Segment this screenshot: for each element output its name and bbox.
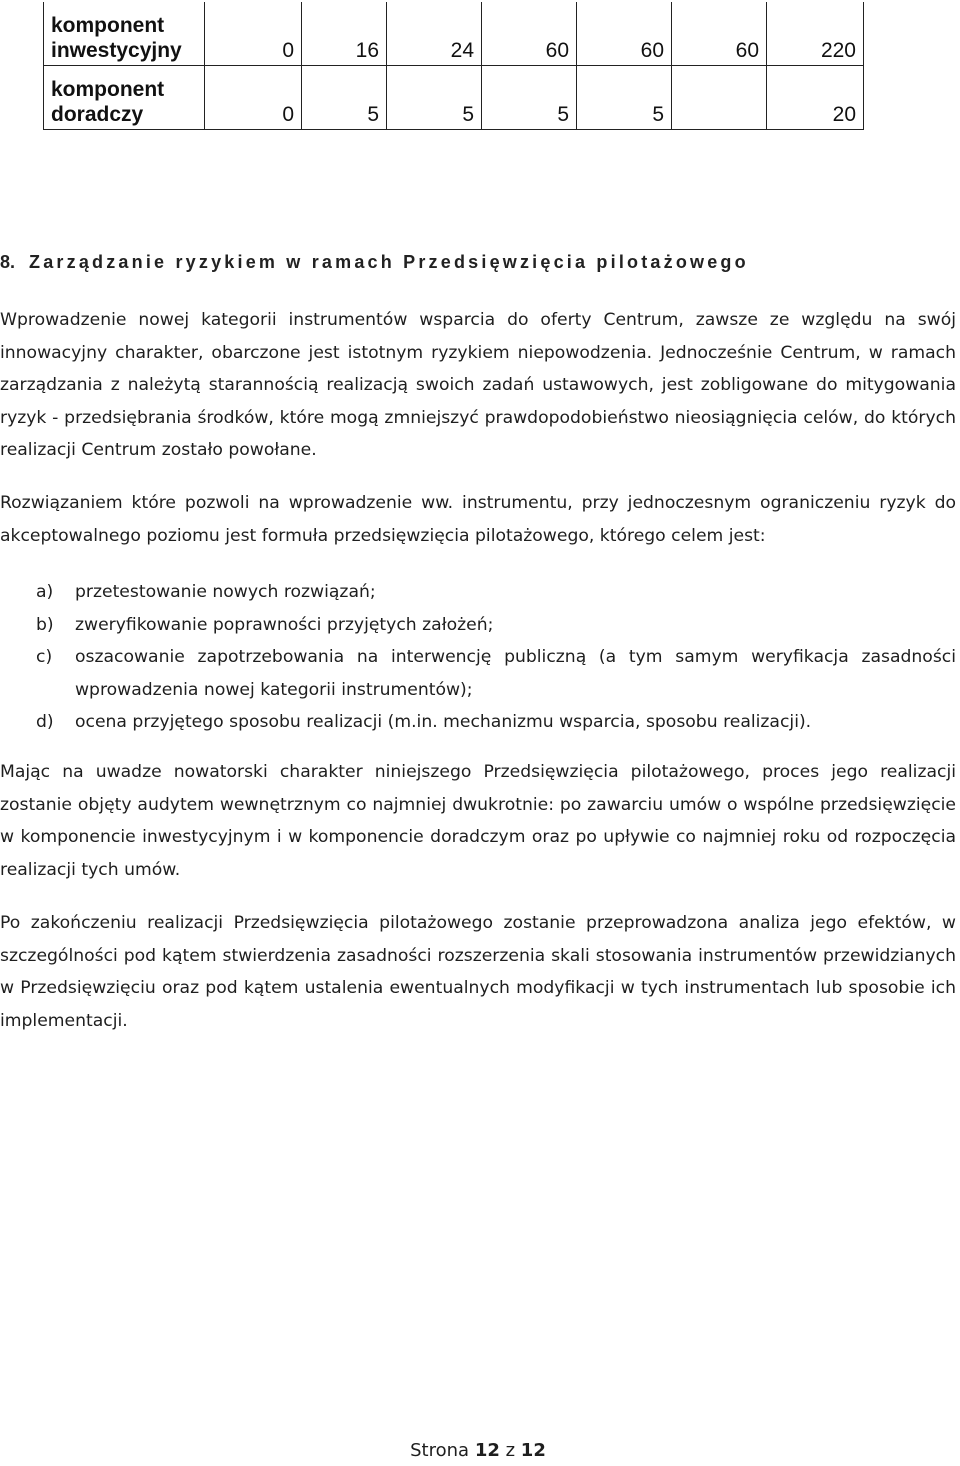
table-cell: 5	[577, 66, 672, 130]
row-label: komponent doradczy	[44, 66, 205, 130]
table-cell: 16	[302, 2, 387, 66]
table-cell: 5	[387, 66, 482, 130]
row-label: komponent inwestycyjny	[44, 2, 205, 66]
list-marker: d)	[36, 712, 54, 732]
table-cell: 0	[205, 2, 302, 66]
list-marker: a)	[36, 582, 54, 602]
table-cell: 60	[577, 2, 672, 66]
goals-list	[0, 576, 956, 739]
footer-prefix: Strona	[410, 1440, 470, 1461]
paragraph-analysis: Po zakończeniu realizacji Przedsięwzięcia pilotażowego zostanie przeprowadzona analiza jego efektów, w szczególności pod kątem stwierdzenia zasadności rozszerzenia skali stosowania instrumentów przewidzianych w Przedsięwzięciu oraz pod kątem ustalenia ewentualnych modyfikacji w tych instrumentach lub sposobie ich implementacji.	[0, 913, 956, 1031]
list-text: ocena przyjętego sposobu realizacji (m.in. mechanizmu wsparcia, sposobu realizacji).	[75, 712, 812, 732]
list-item	[0, 576, 956, 609]
page-footer	[0, 1440, 956, 1461]
paragraph-intro: Wprowadzenie nowej kategorii instrumentów wsparcia do oferty Centrum, zawsze ze względu na swój innowacyjny charakter, obarczone jest istotnym ryzykiem niepowodzenia. Jednocześnie Centrum, w ramach zarządzania z należytą starannością realizacją swoich zadań ustawowych, jest zobligowane do mitygowania ryzyk - przedsiębrania środków, które mogą zmniejszyć prawdopodobieństwo nieosiągnięcia celów, do których realizacji Centrum zostało powołane.	[0, 310, 956, 460]
paragraph-audit: Mając na uwadze nowatorski charakter niniejszego Przedsięwzięcia pilotażowego, proces jego realizacji zostanie objęty audytem wewnętrznym co najmniej dwukrotnie: po zawarciu umów o wspólne przedsięwzięcie w komponencie inwestycyjnym i w komponencie doradczym oraz po upływie co najmniej roku od rozpoczęcia realizacji tych umów.	[0, 762, 956, 880]
list-text: oszacowanie zapotrzebowania na interwencję publiczną (a tym samym weryfikacja zasadności wprowadzenia nowej kategorii instrumentów);	[75, 647, 956, 700]
table-cell: 0	[205, 66, 302, 130]
section-title: Zarządzanie ryzykiem w ramach Przedsięwzięcia pilotażowego	[29, 252, 749, 272]
footer-separator: z	[505, 1440, 516, 1461]
list-marker: c)	[36, 647, 53, 667]
table-cell	[672, 66, 767, 130]
table-cell: 60	[672, 2, 767, 66]
table-row	[44, 66, 864, 130]
table-cell: 60	[482, 2, 577, 66]
list-item	[0, 706, 956, 739]
footer-page-total: 12	[520, 1440, 546, 1461]
list-item	[0, 609, 956, 642]
section-number: 8.	[0, 252, 16, 272]
table-cell: 20	[767, 66, 864, 130]
section-heading	[0, 252, 749, 273]
list-text: zweryfikowanie poprawności przyjętych założeń;	[75, 614, 494, 635]
paragraph-solution: Rozwiązaniem które pozwoli na wprowadzenie ww. instrumentu, przy jednoczesnym ograniczeniu ryzyk do akceptowalnego poziomu jest formuła przedsięwzięcia pilotażowego, którego celem jest:	[0, 493, 956, 546]
list-text: przetestowanie nowych rozwiązań;	[75, 582, 376, 602]
list-marker: b)	[36, 614, 54, 635]
table-cell: 220	[767, 2, 864, 66]
list-item	[0, 641, 956, 706]
data-table	[43, 2, 864, 130]
table-row	[44, 2, 864, 66]
table-cell: 5	[482, 66, 577, 130]
table-cell: 24	[387, 2, 482, 66]
table-cell: 5	[302, 66, 387, 130]
footer-page-number: 12	[474, 1440, 500, 1461]
